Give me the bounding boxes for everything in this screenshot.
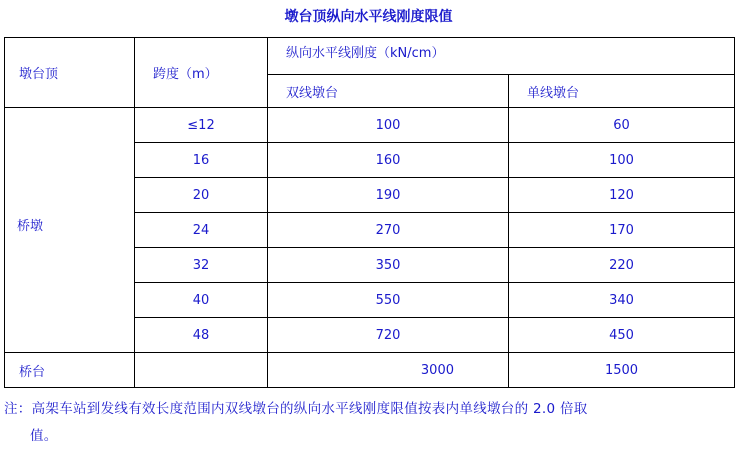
single-track-cell: 340 bbox=[509, 283, 735, 318]
single-track-cell: 220 bbox=[509, 248, 735, 283]
double-track-cell: 160 bbox=[268, 143, 509, 178]
double-track-cell: 270 bbox=[268, 213, 509, 248]
span-cell: 40 bbox=[135, 283, 268, 318]
double-track-cell: 720 bbox=[268, 318, 509, 353]
double-track-cell: 100 bbox=[268, 108, 509, 143]
span-cell: 32 bbox=[135, 248, 268, 283]
header-single-track: 单线墩台 bbox=[509, 75, 735, 108]
header-span: 跨度（m） bbox=[135, 38, 268, 108]
table-row-abutment bbox=[5, 353, 735, 388]
header-double-track: 双线墩台 bbox=[268, 75, 509, 108]
abutment-label: 桥台 bbox=[5, 353, 135, 388]
span-cell bbox=[135, 353, 268, 388]
pier-label-text: 桥墩 bbox=[17, 219, 44, 234]
single-track-cell: 120 bbox=[509, 178, 735, 213]
single-track-cell: 450 bbox=[509, 318, 735, 353]
single-track-cell: 1500 bbox=[509, 353, 735, 388]
single-track-cell: 170 bbox=[509, 213, 735, 248]
table-row bbox=[5, 108, 735, 143]
stiffness-limit-table bbox=[4, 37, 735, 388]
span-cell: 20 bbox=[135, 178, 268, 213]
span-cell: 16 bbox=[135, 143, 268, 178]
pier-label bbox=[5, 108, 135, 353]
span-cell: 48 bbox=[135, 318, 268, 353]
footnote bbox=[4, 396, 732, 450]
table-title: 墩台顶纵向水平线刚度限值 bbox=[284, 9, 453, 25]
double-track-cell: 3000 bbox=[268, 353, 509, 388]
header-stiffness: 纵向水平线刚度（kN/cm） bbox=[268, 38, 735, 75]
span-cell: 24 bbox=[135, 213, 268, 248]
double-track-cell: 190 bbox=[268, 178, 509, 213]
header-pier-top: 墩台顶 bbox=[5, 38, 135, 108]
double-track-cell: 350 bbox=[268, 248, 509, 283]
span-cell: ≤12 bbox=[135, 108, 268, 143]
double-track-cell: 550 bbox=[268, 283, 509, 318]
single-track-cell: 60 bbox=[509, 108, 735, 143]
single-track-cell: 100 bbox=[509, 143, 735, 178]
footnote-line-2: 值。 bbox=[30, 428, 58, 444]
footnote-line-1: 注：高架车站到发线有效长度范围内双线墩台的纵向水平线刚度限值按表内单线墩台的 2.0 倍取 bbox=[4, 401, 588, 417]
